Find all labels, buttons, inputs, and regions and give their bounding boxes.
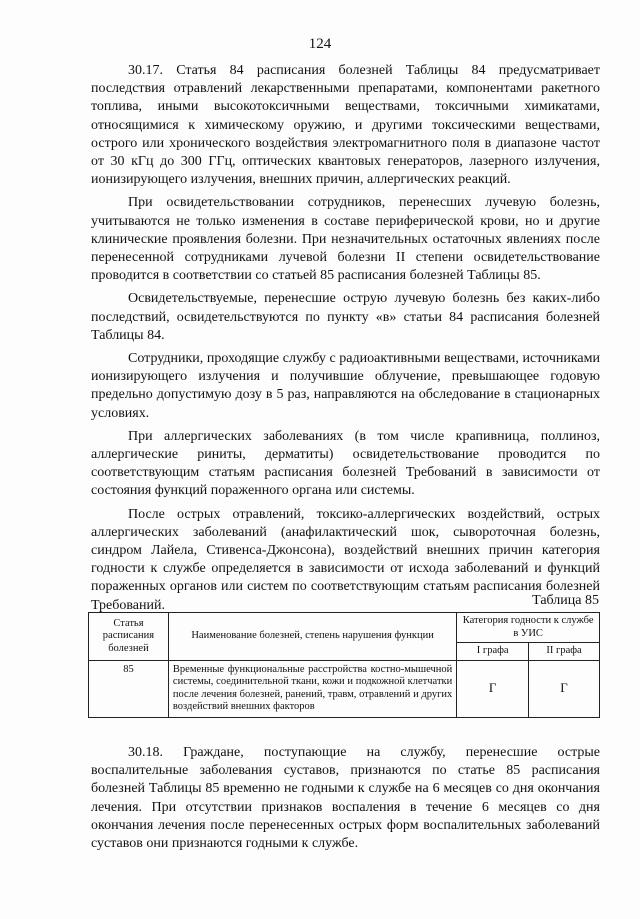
paragraph-radiation-sickness: При освидетельствовании сотрудников, перенесших лучевую болезнь, учитываются не только изменения в составе периферической крови, но и другие клинические проявления болезни. При незначительных остаточных явлениях после перенесенной сотрудниками лучевой болезни II степени освидетельствование проводится в соответствии со статьей 85 расписания болезней Таблицы 85.	[91, 195, 600, 284]
text-block-top	[91, 62, 600, 620]
cell-category-1: Г	[457, 660, 529, 717]
header-article: Статья расписания болезней	[89, 613, 169, 661]
header-category: Категория годности к службе в УИС	[457, 613, 600, 643]
header-disease-name: Наименование болезней, степень нарушения функции	[168, 613, 456, 661]
cell-category-2: Г	[529, 660, 600, 717]
disease-table	[88, 612, 600, 718]
text-block-bottom	[91, 744, 600, 858]
paragraph-acute-poisoning: После острых отравлений, токсико-аллергических воздействий, острых аллергических заболеваний (анафилактический шок, сывороточная болезнь, синдром Лайела, Стивенса-Джонсона), воздействий внешних причин категория годности к службе определяется в зависимости от исхода заболеваний и функций пораженных органов или систем по соответствующим статьям расписания болезней Требований.	[91, 506, 600, 613]
paragraph-allergic-diseases: При аллергических заболеваниях (в том числе крапивница, поллиноз, аллергические риниты, дерматиты) освидетельствование проводится по соответствующим статьям расписания болезней Требований в зависимости от состояния функций пораженного органа или системы.	[91, 428, 600, 499]
paragraph-30-17: 30.17. Статья 84 расписания болезней Таблицы 84 предусматривает последствия отравлений лекарственными препаратами, компонентами ракетного топлива, иными высокотоксичными веществами, токсичными химикатами, относящимися к химическому оружию, и другими токсическими веществами, острого или хронического воздействия электромагнитного поля в диапазоне частот от 30 кГц до 300 ГГц, оптических квантовых генераторов, лазерного излучения, ионизирующего излучения, внешних причин, аллергических реакций.	[91, 63, 600, 188]
table-header-row	[89, 613, 600, 643]
table-caption: Таблица 85	[532, 593, 599, 608]
header-column-2: II графа	[529, 643, 600, 661]
paragraph-radioactive-service: Сотрудники, проходящие службу с радиоактивными веществами, источниками ионизирующего излучения и получившие облучение, превышающее годовую предельно допустимую дозу в 5 раз, направляются на обследование в стационарных условиях.	[91, 351, 600, 421]
page-number: 124	[308, 36, 332, 52]
cell-article: 85	[89, 660, 169, 717]
paragraph-acute-radiation: Освидетельствуемые, перенесшие острую лучевую болезнь без каких-либо последствий, освидетельствуются по пункту «в» статьи 84 расписания болезней Таблицы 84.	[91, 291, 600, 343]
header-column-1: I графа	[457, 643, 529, 661]
paragraph-30-18: 30.18. Граждане, поступающие на службу, перенесшие острые воспалительные заболевания суставов, признаются по статье 85 расписания болезней Таблицы 85 временно не годными к службе на 6 месяцев со дня окончания лечения. При отсутствии признаков воспаления в течение 6 месяцев со дня окончания лечения после перенесенных острых форм воспалительных заболеваний суставов они признаются годными к службе.	[91, 745, 600, 852]
table-row	[89, 660, 600, 717]
cell-description: Временные функциональные расстройства костно-мышечной системы, соединительной ткани, кожи и подкожной клетчатки после лечения болезней, ранений, травм, отравлений и других воздействий внешних факторов	[168, 660, 456, 717]
